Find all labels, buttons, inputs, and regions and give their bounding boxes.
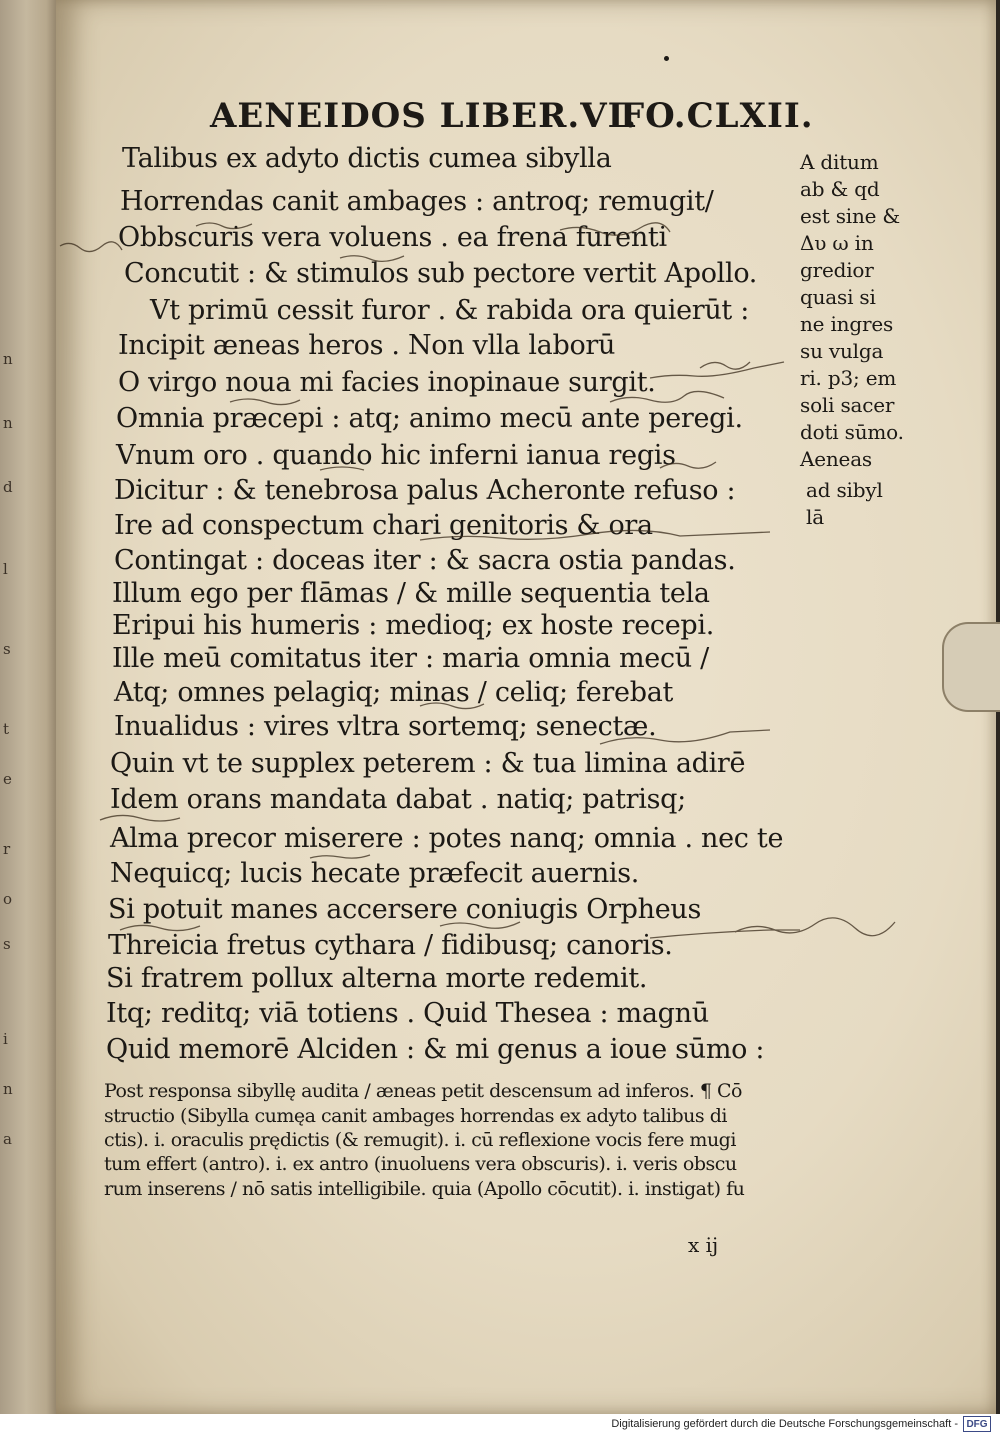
gutter-letter: t — [3, 720, 10, 738]
commentary-line: tum effert (antro). i. ex antro (inuoluens vera obscuris). i. veris obscu — [104, 1153, 737, 1175]
dfg-logo: DFG — [963, 1416, 991, 1432]
gloss-line: lā — [806, 505, 824, 529]
gutter-letter: n — [3, 414, 13, 432]
annotation-stroke — [700, 362, 750, 369]
annotation-stroke — [440, 922, 520, 928]
gloss-line: soli sacer — [800, 393, 895, 417]
commentary-line: ctis). i. oraculis prędictis (& remugit). i. cū reflexione vocis fere mugi — [104, 1129, 736, 1151]
gloss-line: quasi si — [800, 285, 876, 309]
verse-line: Incipit æneas heros . Non vlla laborū — [118, 330, 616, 361]
annotation-stroke — [60, 242, 122, 252]
verse-line: Talibus ex adyto dictis cumea sibylla — [122, 143, 612, 174]
annotation-stroke — [420, 530, 770, 540]
verse-line: Quid memorē Alciden : & mi genus a ioue sūmo : — [106, 1034, 765, 1065]
verse-line: Nequicq; lucis hecate præfecit auernis. — [110, 858, 640, 889]
verse-line: Illum ego per flāmas / & mille sequentia tela — [112, 578, 710, 609]
verse-line: Ille meū comitatus iter : maria omnia mecū / — [112, 643, 709, 674]
annotation-stroke — [610, 391, 724, 402]
gloss-line: ab & qd — [800, 177, 880, 201]
funding-credit: Digitalisierung gefördert durch die Deutsche Forschungsgemeinschaft - — [611, 1418, 958, 1430]
annotation-stroke — [310, 855, 370, 858]
verse-line: Horrendas canit ambages : antroq; remugit/ — [120, 186, 714, 217]
verse-line: Quin vt te supplex peterem : & tua limina adirē — [110, 748, 746, 779]
gloss-line: Aeneas — [800, 447, 872, 471]
gloss-line: gredior — [800, 258, 874, 282]
verse-line: Inualidus : vires vltra sortemq; senectæ. — [114, 711, 657, 742]
gutter-letter: a — [3, 1130, 12, 1148]
gloss-line: doti sūmo. — [800, 420, 904, 444]
annotation-stroke — [735, 918, 895, 936]
gutter-letter: n — [3, 350, 13, 368]
verse-line: Vnum oro . quando hic inferni ianua regis — [116, 440, 676, 471]
verse-line: Eripui his humeris : medioq; ex hoste recepi. — [112, 610, 715, 641]
verse-line: Concutit : & stimulos sub pectore vertit Apollo. — [124, 258, 758, 289]
annotation-stroke — [340, 256, 404, 262]
gloss-line: Δυ ω in — [800, 231, 874, 255]
gutter-letter: l — [3, 560, 8, 578]
gloss-line: A ditum — [800, 150, 879, 174]
gutter-letter: s — [3, 640, 11, 658]
verse-line: Contingat : doceas iter : & sacra ostia pandas. — [114, 545, 736, 576]
annotation-stroke — [320, 467, 364, 470]
verse-line: Threicia fretus cythara / fidibusq; canoris. — [108, 930, 673, 961]
verse-line: Si fratrem pollux alterna morte redemit. — [106, 963, 648, 994]
verse-line: Alma precor miserere : potes nanq; omnia . nec te — [110, 823, 784, 854]
annotation-stroke — [600, 730, 770, 744]
gutter-letter: o — [3, 890, 13, 908]
gloss-line: ne ingres — [800, 312, 894, 336]
verse-line: O virgo noua mi facies inopinaue surgit. — [118, 367, 656, 398]
annotation-stroke — [120, 925, 200, 930]
gloss-line: ad sibyl — [806, 478, 883, 502]
gloss-line: su vulga — [800, 339, 884, 363]
signature-mark: x ij — [688, 1233, 719, 1257]
gutter-letter: s — [3, 935, 11, 953]
annotation-stroke — [420, 703, 484, 709]
gloss-line: est sine & — [800, 204, 901, 228]
annotation-stroke — [100, 815, 180, 821]
verse-line: Si potuit manes accersere coniugis Orpheus — [108, 894, 702, 925]
annotation-stroke — [230, 399, 300, 405]
verse-line: Ire ad conspectum chari genitoris & ora — [114, 510, 653, 541]
commentary-line: rum inserens / nō satis intelligibile. quia (Apollo cōcutit). i. instigat) fu — [104, 1178, 745, 1200]
commentary-line: structio (Sibylla cumęa canit ambages horrendas ex adyto talibus di — [104, 1105, 727, 1127]
gutter-letter: d — [3, 478, 13, 496]
verse-line: Atq; omnes pelagiq; minas / celiq; ferebat — [114, 677, 674, 708]
annotation-stroke — [196, 223, 252, 229]
verse-line: Obbscuris vera voluens . ea frena furenti — [118, 222, 667, 253]
commentary-line: Post responsa sibyllę audita / æneas petit descensum ad inferos. ¶ Cō — [104, 1080, 742, 1102]
annotation-stroke — [560, 223, 670, 235]
gloss-line: ri. p3; em — [800, 366, 897, 390]
folio-number: FO.CLXII. — [620, 96, 814, 136]
gutter-letter: r — [3, 840, 11, 858]
gutter-letter: n — [3, 1080, 13, 1098]
running-head: AENEIDOS LIBER.VI. — [210, 96, 638, 136]
verse-line: Itq; reditq; viā totiens . Quid Thesea : magnū — [106, 998, 709, 1029]
gutter-letter: i — [3, 1030, 8, 1048]
verse-line: Dicitur : & tenebrosa palus Acheronte refuso : — [114, 475, 736, 506]
annotation-stroke — [660, 462, 716, 468]
verse-line: Idem orans mandata dabat . natiq; patrisq; — [110, 784, 686, 815]
gutter-letter: e — [3, 770, 12, 788]
annotation-stroke — [650, 362, 784, 378]
verse-line: Vt primū cessit furor . & rabida ora quierūt : — [150, 295, 750, 326]
verse-line: Omnia præcepi : atq; animo mecū ante peregi. — [116, 403, 743, 434]
